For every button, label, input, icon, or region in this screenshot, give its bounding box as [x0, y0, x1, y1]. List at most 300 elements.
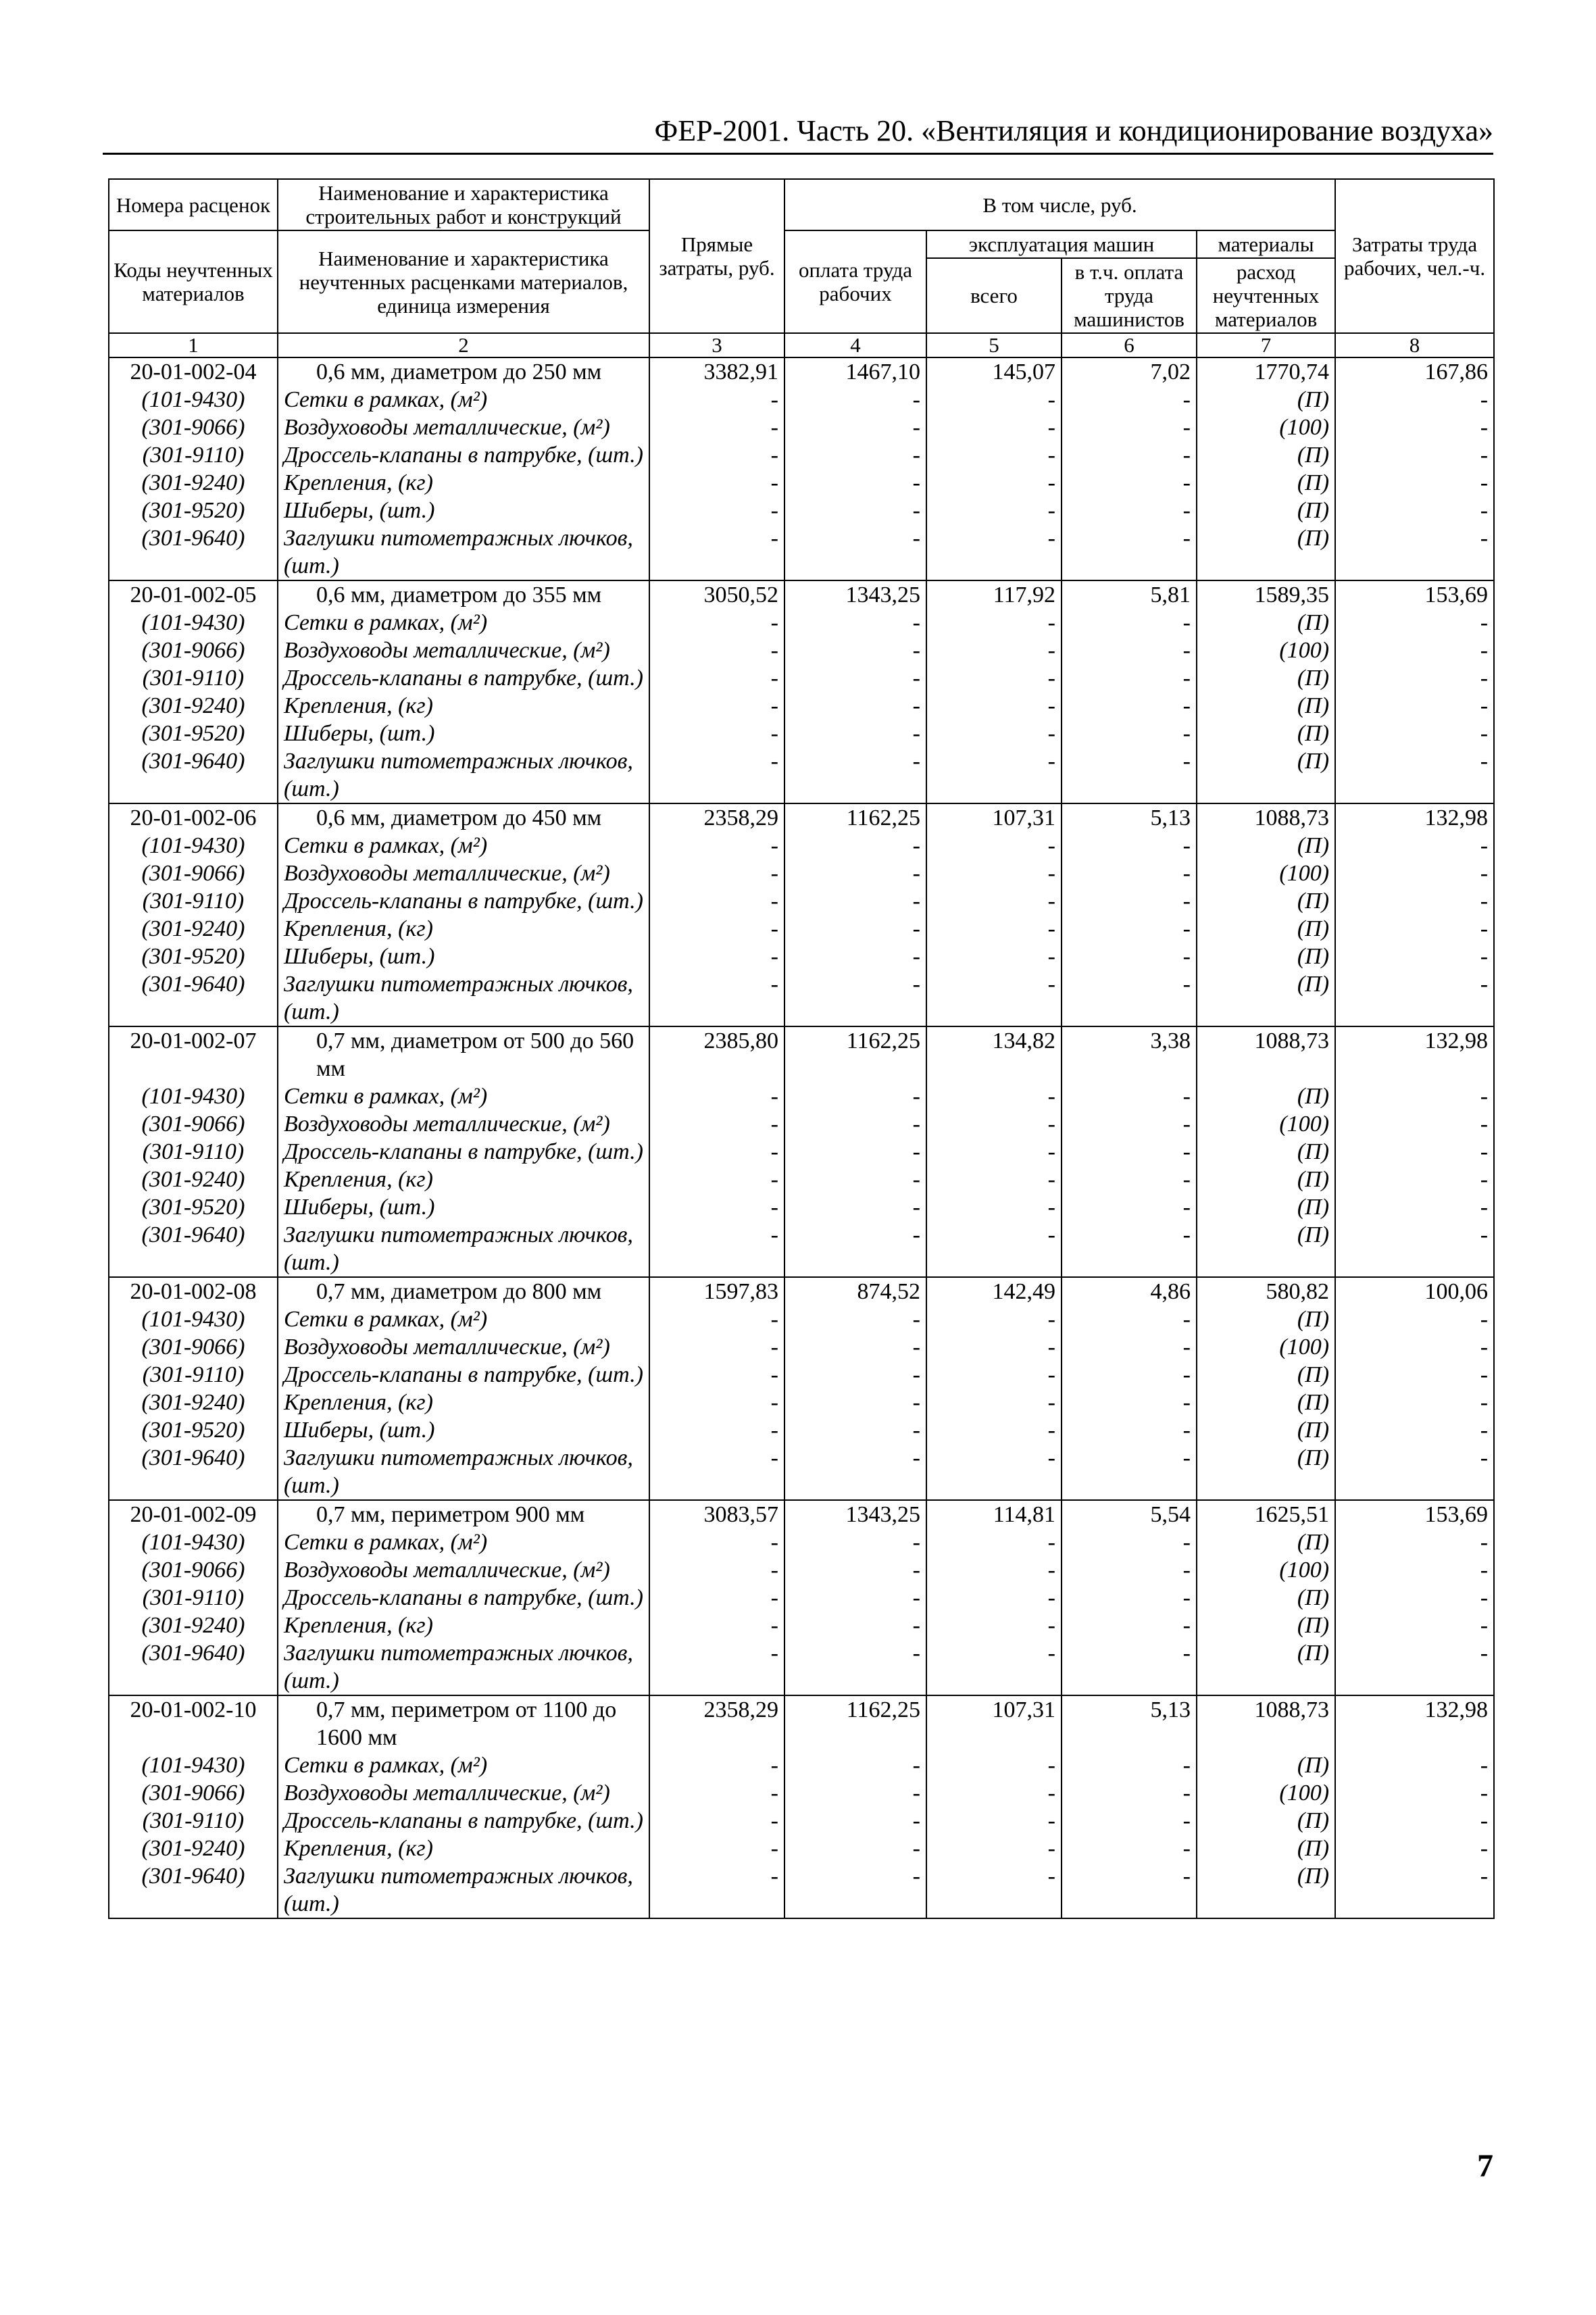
empty-cell: -	[926, 1556, 1062, 1584]
empty-cell: -	[649, 1333, 784, 1361]
material-name: Дроссель-клапаны в патрубке, (шт.)	[278, 1361, 649, 1389]
labor-costs: 100,06	[1335, 1277, 1494, 1305]
material-name: Крепления, (кг)	[278, 1166, 649, 1193]
empty-cell: -	[1335, 637, 1494, 664]
material-code: (101-9430)	[109, 609, 278, 637]
empty-cell: -	[784, 970, 926, 1026]
header-group: В том числе, руб.	[784, 179, 1335, 230]
material-name: Дроссель-клапаны в патрубке, (шт.)	[278, 664, 649, 692]
empty-cell: -	[1062, 1193, 1197, 1221]
material-code: (101-9430)	[109, 1751, 278, 1779]
empty-cell: -	[1335, 1556, 1494, 1584]
rate-code: 20-01-002-07	[109, 1026, 278, 1082]
column-number: 5	[926, 333, 1062, 357]
material-row	[109, 915, 1494, 943]
material-code: (301-9640)	[109, 1221, 278, 1277]
empty-cell: -	[1335, 1862, 1494, 1918]
empty-cell: -	[1062, 386, 1197, 414]
rate-row	[109, 1026, 1494, 1082]
empty-cell: -	[1062, 414, 1197, 441]
direct-costs: 2358,29	[649, 803, 784, 832]
material-row	[109, 441, 1494, 469]
empty-cell: -	[1062, 441, 1197, 469]
empty-cell: -	[1062, 524, 1197, 580]
material-amount: (П)	[1197, 832, 1335, 860]
empty-cell: -	[649, 1807, 784, 1835]
material-row	[109, 860, 1494, 887]
material-name: Сетки в рамках, (м²)	[278, 1751, 649, 1779]
empty-cell: -	[1062, 1305, 1197, 1333]
machines-total: 134,82	[926, 1026, 1062, 1082]
page-number: 7	[1477, 2148, 1493, 2184]
material-row	[109, 1444, 1494, 1500]
empty-cell: -	[926, 1584, 1062, 1612]
material-amount: (П)	[1197, 1807, 1335, 1835]
empty-cell: -	[1062, 1166, 1197, 1193]
header-col3: Прямые затраты, руб.	[649, 179, 784, 333]
empty-cell: -	[926, 1444, 1062, 1500]
empty-cell: -	[1062, 469, 1197, 497]
material-name: Воздуховоды металлические, (м²)	[278, 1556, 649, 1584]
material-row	[109, 637, 1494, 664]
material-row	[109, 469, 1494, 497]
empty-cell: -	[784, 1193, 926, 1221]
empty-cell: -	[1335, 524, 1494, 580]
material-code: (301-9066)	[109, 1556, 278, 1584]
material-amount: (П)	[1197, 747, 1335, 803]
material-name: Шиберы, (шт.)	[278, 720, 649, 747]
material-amount: (П)	[1197, 1138, 1335, 1166]
empty-cell: -	[649, 692, 784, 720]
column-number: 7	[1197, 333, 1335, 357]
empty-cell: -	[784, 692, 926, 720]
material-name: Шиберы, (шт.)	[278, 1416, 649, 1444]
material-amount: (100)	[1197, 1779, 1335, 1807]
header-col8: Затраты труда рабочих, чел.-ч.	[1335, 179, 1494, 333]
empty-cell: -	[926, 664, 1062, 692]
material-amount: (П)	[1197, 970, 1335, 1026]
material-row	[109, 1612, 1494, 1639]
machines-total: 114,81	[926, 1500, 1062, 1528]
rate-row	[109, 1277, 1494, 1305]
empty-cell: -	[926, 1193, 1062, 1221]
machines-total: 142,49	[926, 1277, 1062, 1305]
empty-cell: -	[649, 1751, 784, 1779]
rate-code: 20-01-002-09	[109, 1500, 278, 1528]
material-amount: (100)	[1197, 1556, 1335, 1584]
empty-cell: -	[926, 1110, 1062, 1138]
material-amount: (100)	[1197, 1333, 1335, 1361]
header-col5: всего	[926, 258, 1062, 333]
empty-cell: -	[926, 1333, 1062, 1361]
empty-cell: -	[1335, 1221, 1494, 1277]
material-amount: (П)	[1197, 1166, 1335, 1193]
empty-cell: -	[784, 1751, 926, 1779]
empty-cell: -	[926, 386, 1062, 414]
empty-cell: -	[649, 1221, 784, 1277]
empty-cell: -	[1062, 1807, 1197, 1835]
material-amount: (П)	[1197, 497, 1335, 524]
empty-cell: -	[1335, 469, 1494, 497]
empty-cell: -	[1335, 832, 1494, 860]
material-code: (301-9240)	[109, 1612, 278, 1639]
material-name: Сетки в рамках, (м²)	[278, 1528, 649, 1556]
empty-cell: -	[784, 497, 926, 524]
rate-name: 0,6 мм, диаметром до 250 мм	[278, 357, 649, 386]
machines-total: 107,31	[926, 803, 1062, 832]
rate-row	[109, 1500, 1494, 1528]
empty-cell: -	[784, 414, 926, 441]
rate-name: 0,7 мм, периметром 900 мм	[278, 1500, 649, 1528]
material-code: (301-9520)	[109, 720, 278, 747]
empty-cell: -	[1335, 1361, 1494, 1389]
material-row	[109, 1110, 1494, 1138]
material-amount: (П)	[1197, 1389, 1335, 1416]
rate-code: 20-01-002-08	[109, 1277, 278, 1305]
empty-cell: -	[649, 637, 784, 664]
empty-cell: -	[1062, 1528, 1197, 1556]
empty-cell: -	[1335, 441, 1494, 469]
material-row	[109, 720, 1494, 747]
empty-cell: -	[926, 943, 1062, 970]
material-row	[109, 887, 1494, 915]
empty-cell: -	[649, 970, 784, 1026]
material-name: Воздуховоды металлические, (м²)	[278, 414, 649, 441]
material-amount: (П)	[1197, 1612, 1335, 1639]
empty-cell: -	[926, 1361, 1062, 1389]
empty-cell: -	[1335, 1528, 1494, 1556]
material-row	[109, 1361, 1494, 1389]
empty-cell: -	[1335, 720, 1494, 747]
material-row	[109, 1639, 1494, 1695]
machines-total: 145,07	[926, 357, 1062, 386]
empty-cell: -	[784, 1082, 926, 1110]
empty-cell: -	[926, 1779, 1062, 1807]
material-code: (301-9110)	[109, 1138, 278, 1166]
empty-cell: -	[1335, 1193, 1494, 1221]
material-row	[109, 1193, 1494, 1221]
empty-cell: -	[649, 1556, 784, 1584]
empty-cell: -	[649, 747, 784, 803]
material-row	[109, 497, 1494, 524]
empty-cell: -	[649, 720, 784, 747]
empty-cell: -	[1335, 414, 1494, 441]
header-col1-bottom: Коды неучтенных материалов	[109, 230, 278, 333]
empty-cell: -	[649, 1305, 784, 1333]
material-amount: (П)	[1197, 1751, 1335, 1779]
empty-cell: -	[1062, 747, 1197, 803]
empty-cell: -	[926, 832, 1062, 860]
column-number: 1	[109, 333, 278, 357]
empty-cell: -	[649, 1361, 784, 1389]
material-row	[109, 943, 1494, 970]
rate-name: 0,7 мм, диаметром от 500 до 560 мм	[278, 1026, 649, 1082]
header-col4: оплата труда рабочих	[784, 230, 926, 333]
empty-cell: -	[926, 441, 1062, 469]
material-row	[109, 1835, 1494, 1862]
material-amount: (П)	[1197, 1305, 1335, 1333]
empty-cell: -	[1062, 1835, 1197, 1862]
empty-cell: -	[926, 1138, 1062, 1166]
empty-cell: -	[649, 414, 784, 441]
material-row	[109, 747, 1494, 803]
materials-cost: 1770,74	[1197, 357, 1335, 386]
empty-cell: -	[1335, 1389, 1494, 1416]
empty-cell: -	[649, 915, 784, 943]
empty-cell: -	[784, 1110, 926, 1138]
empty-cell: -	[1335, 1444, 1494, 1500]
material-name: Заглушки питометражных лючков, (шт.)	[278, 1444, 649, 1500]
empty-cell: -	[649, 943, 784, 970]
header-col6: в т.ч. оплата труда машинистов	[1062, 258, 1197, 333]
empty-cell: -	[784, 1361, 926, 1389]
material-name: Воздуховоды металлические, (м²)	[278, 1779, 649, 1807]
empty-cell: -	[784, 1807, 926, 1835]
material-row	[109, 386, 1494, 414]
material-code: (301-9520)	[109, 497, 278, 524]
rate-code: 20-01-002-10	[109, 1695, 278, 1751]
empty-cell: -	[926, 887, 1062, 915]
labor-costs: 153,69	[1335, 580, 1494, 609]
material-name: Дроссель-клапаны в патрубке, (шт.)	[278, 1138, 649, 1166]
empty-cell: -	[1062, 1138, 1197, 1166]
empty-cell: -	[784, 943, 926, 970]
material-amount: (П)	[1197, 609, 1335, 637]
material-amount: (П)	[1197, 692, 1335, 720]
empty-cell: -	[926, 860, 1062, 887]
material-code: (301-9520)	[109, 943, 278, 970]
empty-cell: -	[926, 1305, 1062, 1333]
empty-cell: -	[926, 1082, 1062, 1110]
empty-cell: -	[649, 1444, 784, 1500]
material-code: (301-9640)	[109, 1639, 278, 1695]
empty-cell: -	[784, 524, 926, 580]
material-code: (101-9430)	[109, 1082, 278, 1110]
direct-costs: 2385,80	[649, 1026, 784, 1082]
material-amount: (П)	[1197, 1584, 1335, 1612]
material-name: Крепления, (кг)	[278, 1612, 649, 1639]
empty-cell: -	[1062, 637, 1197, 664]
material-amount: (П)	[1197, 1639, 1335, 1695]
material-row	[109, 1584, 1494, 1612]
labor-costs: 132,98	[1335, 803, 1494, 832]
header-col2-bottom: Наименование и характеристика неучтенных расценками материалов, единица измерения	[278, 230, 649, 333]
empty-cell: -	[926, 1416, 1062, 1444]
empty-cell: -	[1062, 1389, 1197, 1416]
empty-cell: -	[649, 1528, 784, 1556]
material-row	[109, 1862, 1494, 1918]
header-col2-top: Наименование и характеристика строительных работ и конструкций	[278, 179, 649, 230]
empty-cell: -	[649, 1138, 784, 1166]
empty-cell: -	[1335, 1416, 1494, 1444]
price-table	[108, 178, 1495, 1919]
empty-cell: -	[1062, 832, 1197, 860]
material-amount: (100)	[1197, 860, 1335, 887]
material-amount: (П)	[1197, 1416, 1335, 1444]
empty-cell: -	[1062, 1584, 1197, 1612]
material-name: Воздуховоды металлические, (м²)	[278, 860, 649, 887]
material-name: Заглушки питометражных лючков, (шт.)	[278, 1639, 649, 1695]
material-amount: (100)	[1197, 414, 1335, 441]
rate-code: 20-01-002-04	[109, 357, 278, 386]
empty-cell: -	[784, 441, 926, 469]
empty-cell: -	[649, 1584, 784, 1612]
material-code: (301-9240)	[109, 469, 278, 497]
empty-cell: -	[926, 1528, 1062, 1556]
materials-cost: 1589,35	[1197, 580, 1335, 609]
empty-cell: -	[1335, 1835, 1494, 1862]
empty-cell: -	[784, 609, 926, 637]
empty-cell: -	[1335, 1138, 1494, 1166]
material-name: Крепления, (кг)	[278, 915, 649, 943]
material-amount: (100)	[1197, 637, 1335, 664]
material-row	[109, 1166, 1494, 1193]
empty-cell: -	[926, 1639, 1062, 1695]
empty-cell: -	[784, 1444, 926, 1500]
empty-cell: -	[784, 386, 926, 414]
empty-cell: -	[649, 860, 784, 887]
empty-cell: -	[784, 1138, 926, 1166]
material-code: (301-9110)	[109, 664, 278, 692]
material-code: (301-9066)	[109, 414, 278, 441]
empty-cell: -	[649, 469, 784, 497]
material-amount: (П)	[1197, 887, 1335, 915]
empty-cell: -	[784, 720, 926, 747]
empty-cell: -	[649, 1862, 784, 1918]
rate-row	[109, 803, 1494, 832]
material-name: Шиберы, (шт.)	[278, 497, 649, 524]
material-row	[109, 1416, 1494, 1444]
material-code: (101-9430)	[109, 832, 278, 860]
materials-cost: 1625,51	[1197, 1500, 1335, 1528]
empty-cell: -	[926, 720, 1062, 747]
empty-cell: -	[926, 1807, 1062, 1835]
material-amount: (П)	[1197, 1444, 1335, 1500]
empty-cell: -	[649, 1166, 784, 1193]
empty-cell: -	[784, 664, 926, 692]
material-name: Сетки в рамках, (м²)	[278, 1305, 649, 1333]
labor-costs: 132,98	[1335, 1695, 1494, 1751]
direct-costs: 3382,91	[649, 357, 784, 386]
empty-cell: -	[649, 887, 784, 915]
material-row	[109, 524, 1494, 580]
empty-cell: -	[1062, 1221, 1197, 1277]
empty-cell: -	[784, 1835, 926, 1862]
empty-cell: -	[1062, 860, 1197, 887]
material-name: Заглушки питометражных лючков, (шт.)	[278, 970, 649, 1026]
empty-cell: -	[1062, 970, 1197, 1026]
worker-wages: 874,52	[784, 1277, 926, 1305]
empty-cell: -	[926, 524, 1062, 580]
header-group-machines: эксплуатация машин	[926, 230, 1197, 258]
empty-cell: -	[1062, 1779, 1197, 1807]
empty-cell: -	[784, 1862, 926, 1918]
empty-cell: -	[649, 832, 784, 860]
material-amount: (П)	[1197, 1835, 1335, 1862]
empty-cell: -	[1335, 747, 1494, 803]
empty-cell: -	[649, 524, 784, 580]
empty-cell: -	[784, 1556, 926, 1584]
empty-cell: -	[649, 1416, 784, 1444]
direct-costs: 1597,83	[649, 1277, 784, 1305]
rate-row	[109, 1695, 1494, 1751]
material-amount: (П)	[1197, 1361, 1335, 1389]
empty-cell: -	[1335, 1166, 1494, 1193]
material-code: (101-9430)	[109, 386, 278, 414]
material-row	[109, 832, 1494, 860]
direct-costs: 2358,29	[649, 1695, 784, 1751]
material-name: Дроссель-клапаны в патрубке, (шт.)	[278, 887, 649, 915]
empty-cell: -	[784, 860, 926, 887]
empty-cell: -	[1062, 1639, 1197, 1695]
empty-cell: -	[926, 1835, 1062, 1862]
empty-cell: -	[1335, 1779, 1494, 1807]
rate-name: 0,7 мм, диаметром до 800 мм	[278, 1277, 649, 1305]
rate-code: 20-01-002-06	[109, 803, 278, 832]
material-row	[109, 1138, 1494, 1166]
material-row	[109, 692, 1494, 720]
empty-cell: -	[1335, 609, 1494, 637]
rate-name: 0,6 мм, диаметром до 355 мм	[278, 580, 649, 609]
empty-cell: -	[926, 970, 1062, 1026]
worker-wages: 1467,10	[784, 357, 926, 386]
material-code: (301-9066)	[109, 1333, 278, 1361]
labor-costs: 167,86	[1335, 357, 1494, 386]
material-code: (301-9066)	[109, 1779, 278, 1807]
material-name: Воздуховоды металлические, (м²)	[278, 637, 649, 664]
material-name: Дроссель-клапаны в патрубке, (шт.)	[278, 1584, 649, 1612]
material-row	[109, 1528, 1494, 1556]
header-col1-top: Номера расценок	[109, 179, 278, 230]
material-row	[109, 1333, 1494, 1361]
material-name: Дроссель-клапаны в патрубке, (шт.)	[278, 441, 649, 469]
material-amount: (100)	[1197, 1110, 1335, 1138]
material-name: Заглушки питометражных лючков, (шт.)	[278, 1862, 649, 1918]
operator-wages: 3,38	[1062, 1026, 1197, 1082]
empty-cell: -	[926, 747, 1062, 803]
material-name: Дроссель-клапаны в патрубке, (шт.)	[278, 1807, 649, 1835]
empty-cell: -	[1335, 1584, 1494, 1612]
empty-cell: -	[784, 1221, 926, 1277]
empty-cell: -	[926, 1612, 1062, 1639]
empty-cell: -	[784, 887, 926, 915]
empty-cell: -	[926, 1221, 1062, 1277]
material-row	[109, 1751, 1494, 1779]
empty-cell: -	[784, 1779, 926, 1807]
empty-cell: -	[649, 609, 784, 637]
material-row	[109, 664, 1494, 692]
material-code: (301-9240)	[109, 1389, 278, 1416]
empty-cell: -	[784, 832, 926, 860]
empty-cell: -	[649, 1193, 784, 1221]
material-code: (301-9640)	[109, 1444, 278, 1500]
material-code: (101-9430)	[109, 1305, 278, 1333]
empty-cell: -	[1062, 1556, 1197, 1584]
material-code: (301-9640)	[109, 747, 278, 803]
material-name: Заглушки питометражных лючков, (шт.)	[278, 1221, 649, 1277]
material-name: Воздуховоды металлические, (м²)	[278, 1333, 649, 1361]
empty-cell: -	[1062, 1612, 1197, 1639]
empty-cell: -	[784, 1333, 926, 1361]
worker-wages: 1343,25	[784, 580, 926, 609]
material-row	[109, 1779, 1494, 1807]
material-name: Крепления, (кг)	[278, 1835, 649, 1862]
machines-total: 107,31	[926, 1695, 1062, 1751]
table-header	[109, 179, 1494, 357]
column-number: 6	[1062, 333, 1197, 357]
worker-wages: 1162,25	[784, 1695, 926, 1751]
empty-cell: -	[1062, 1862, 1197, 1918]
